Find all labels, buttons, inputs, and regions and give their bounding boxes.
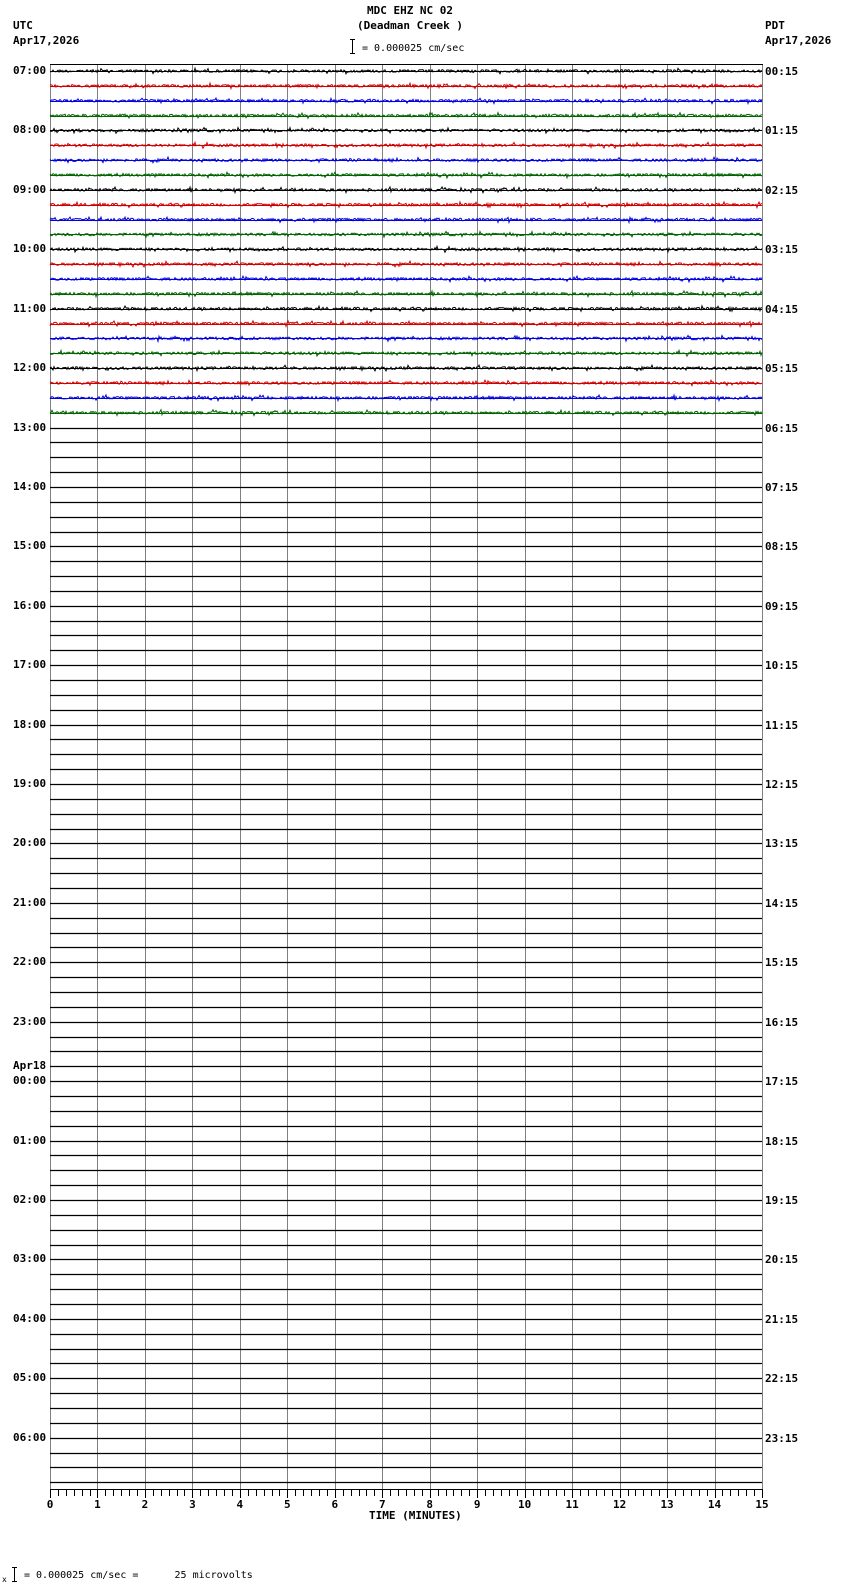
trace-row xyxy=(50,380,762,385)
utc-hour-label: 18:00 xyxy=(13,717,47,731)
trace-rows xyxy=(50,68,762,1482)
x-tick-label: 9 xyxy=(473,1498,481,1511)
footer-scale-bar-icon xyxy=(11,1567,18,1582)
utc-hour-label: 09:00 xyxy=(13,182,47,196)
utc-date-change-label: Apr18 xyxy=(13,1059,47,1073)
x-tick-label: 8 xyxy=(426,1498,434,1511)
pdt-hour-label: 08:15 xyxy=(765,540,799,554)
utc-hour-label: 02:00 xyxy=(13,1192,47,1206)
trace-row xyxy=(50,113,762,119)
pdt-hour-label: 16:15 xyxy=(765,1015,799,1029)
pdt-hour-label: 06:15 xyxy=(765,421,799,435)
utc-hour-label: 00:00 xyxy=(13,1074,47,1088)
x-tick-label: 13 xyxy=(660,1498,674,1511)
utc-hour-label: 05:00 xyxy=(13,1371,47,1385)
left-timezone: UTC xyxy=(13,19,33,32)
trace-row xyxy=(50,217,762,222)
utc-hour-label: 08:00 xyxy=(13,123,47,137)
utc-hour-label: 23:00 xyxy=(13,1014,47,1028)
utc-hour-label: 13:00 xyxy=(13,420,47,434)
utc-hour-label: 12:00 xyxy=(13,361,47,375)
x-tick-label: 6 xyxy=(331,1498,339,1511)
utc-hour-label: 16:00 xyxy=(13,598,47,612)
utc-hour-label: 22:00 xyxy=(13,955,47,969)
pdt-hour-label: 13:15 xyxy=(765,837,799,851)
utc-hour-label: 17:00 xyxy=(13,658,47,672)
pdt-hour-label: 17:15 xyxy=(765,1075,799,1089)
pdt-hour-label: 11:15 xyxy=(765,718,799,732)
pdt-hour-label: 15:15 xyxy=(765,956,799,970)
pdt-hour-label: 10:15 xyxy=(765,659,799,673)
footer-scale-text: = 0.000025 cm/sec = 25 microvolts xyxy=(24,1570,253,1581)
pdt-hour-label: 07:15 xyxy=(765,480,799,494)
utc-hour-label: 11:00 xyxy=(13,301,47,315)
right-date: Apr17,2026 xyxy=(765,34,832,47)
left-date: Apr17,2026 xyxy=(13,34,80,47)
time-axis xyxy=(50,1489,763,1498)
pdt-hour-label: 18:15 xyxy=(765,1134,799,1148)
x-axis-label: TIME (MINUTES) xyxy=(369,1509,462,1522)
pdt-hour-label: 21:15 xyxy=(765,1312,799,1326)
x-tick-label: 15 xyxy=(755,1498,769,1511)
trace-row xyxy=(50,83,762,88)
trace-row xyxy=(50,187,762,193)
pdt-hour-label: 05:15 xyxy=(765,362,799,376)
x-tick-label: 14 xyxy=(707,1498,722,1511)
trace-row xyxy=(50,306,762,312)
pdt-hour-label: 02:15 xyxy=(765,183,799,197)
pdt-hour-label: 22:15 xyxy=(765,1372,799,1386)
pdt-hour-label: 19:15 xyxy=(765,1193,799,1207)
vertical-grid-lines xyxy=(50,64,763,1489)
pdt-hour-label: 12:15 xyxy=(765,778,799,792)
x-tick-label: 2 xyxy=(141,1498,149,1511)
x-tick-label: 3 xyxy=(189,1498,196,1511)
station-title: MDC EHZ NC 02 xyxy=(366,4,454,17)
x-tick-label: 1 xyxy=(94,1498,101,1511)
footer-scale-prefix: x xyxy=(2,1575,7,1584)
trace-row xyxy=(50,157,762,163)
pdt-hour-label: 20:15 xyxy=(765,1253,799,1267)
utc-hour-label: 01:00 xyxy=(13,1133,47,1147)
x-tick-label: 4 xyxy=(236,1498,244,1511)
utc-hour-label: 06:00 xyxy=(13,1430,47,1444)
scale-label: = 0.000025 cm/sec xyxy=(362,43,465,54)
right-timezone: PDT xyxy=(765,19,785,32)
utc-hour-label: 14:00 xyxy=(13,479,47,493)
x-tick-label: 7 xyxy=(378,1498,386,1511)
pdt-hour-label: 23:15 xyxy=(765,1431,799,1445)
trace-row xyxy=(50,395,762,401)
x-tick-label: 12 xyxy=(612,1498,627,1511)
x-tick-label: 5 xyxy=(284,1498,291,1511)
pdt-hour-label: 09:15 xyxy=(765,599,799,613)
utc-hour-label: 19:00 xyxy=(13,777,47,791)
x-tick-label: 10 xyxy=(518,1498,532,1511)
trace-row xyxy=(50,202,762,208)
utc-hour-label: 03:00 xyxy=(13,1252,47,1266)
utc-hour-label: 10:00 xyxy=(13,242,47,256)
station-location: (Deadman Creek ) xyxy=(357,19,463,32)
utc-hour-label: 21:00 xyxy=(13,895,47,909)
x-tick-label: 0 xyxy=(46,1498,54,1511)
trace-row xyxy=(50,98,762,104)
x-tick-label: 11 xyxy=(565,1498,579,1511)
utc-hour-label: 15:00 xyxy=(13,539,47,553)
trace-row xyxy=(50,291,762,297)
utc-hour-label: 07:00 xyxy=(13,64,47,77)
pdt-hour-label: 00:15 xyxy=(765,65,799,78)
trace-row xyxy=(50,321,762,327)
pdt-hour-label: 01:15 xyxy=(765,124,799,138)
pdt-hour-label: 14:15 xyxy=(765,896,799,910)
trace-row xyxy=(50,410,762,416)
pdt-hour-label: 04:15 xyxy=(765,302,799,316)
utc-hour-label: 20:00 xyxy=(13,836,47,850)
pdt-hour-label: 03:15 xyxy=(765,243,799,257)
utc-hour-label: 04:00 xyxy=(13,1311,47,1325)
